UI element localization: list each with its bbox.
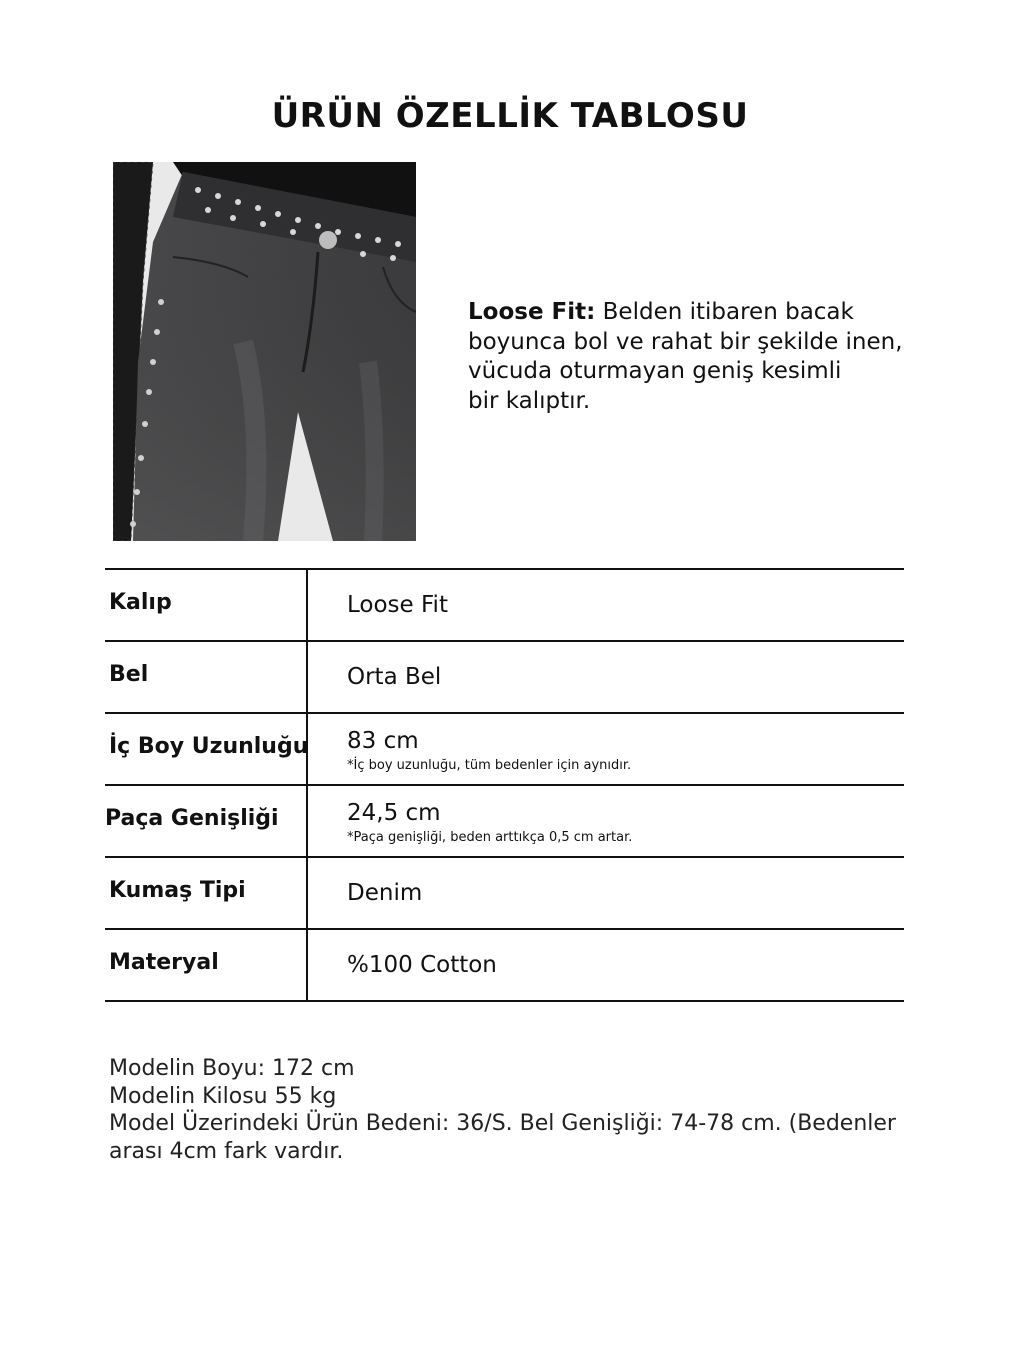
spec-value: Loose Fit [347,592,448,618]
spec-label: Bel [109,662,149,687]
spec-row-materyal [105,928,904,1002]
spec-row-paca [105,784,904,856]
spec-value: 24,5 cm [347,800,441,826]
column-divider [306,570,308,640]
column-divider [306,858,308,928]
model-weight: Modelin Kilosu 55 kg [109,1083,337,1109]
column-divider [306,930,308,1000]
spec-table [105,568,904,1002]
model-size: Model Üzerindeki Ürün Bedeni: 36/S. Bel Genişliği: 74-78 cm. (Bedenler [109,1111,896,1136]
fit-description-line-2: boyunca bol ve rahat bir şekilde inen, [468,328,903,355]
fit-term: Loose Fit: [468,299,596,325]
product-photo [113,162,416,541]
column-divider [306,786,308,856]
spec-row-kalip [105,568,904,640]
spec-value: %100 Cotton [347,952,497,978]
fit-description-line-3: vücuda oturmayan geniş kesimli [468,358,842,384]
spec-label: Materyal [109,950,219,975]
spec-value: Orta Bel [347,664,442,690]
spec-label: Kumaş Tipi [109,878,246,903]
spec-value: 83 cm [347,728,419,754]
spec-note: *Paça genişliği, beden arttıkça 0,5 cm artar. [347,830,633,845]
fit-description [468,298,938,416]
spec-value: Denim [347,880,423,906]
spec-row-bel [105,640,904,712]
fit-description-line-1: Belden itibaren bacak [602,299,854,325]
spec-label: Paça Genişliği [105,806,279,831]
model-height: Modelin Boyu: 172 cm [109,1056,355,1081]
fit-description-line-4: bir kalıptır. [468,387,591,414]
spec-row-kumas [105,856,904,928]
column-divider [306,642,308,712]
spec-row-ic-boy [105,712,904,784]
model-info [109,1055,929,1165]
spec-label: İç Boy Uzunluğu [109,734,309,759]
page-title: ÜRÜN ÖZELLİK TABLOSU [271,96,749,136]
model-size-note: arası 4cm fark vardır. [109,1138,344,1164]
spec-note: *İç boy uzunluğu, tüm bedenler için aynıdır. [347,758,632,773]
spec-label: Kalıp [109,590,172,615]
studded-jeans-illustration [113,162,416,541]
